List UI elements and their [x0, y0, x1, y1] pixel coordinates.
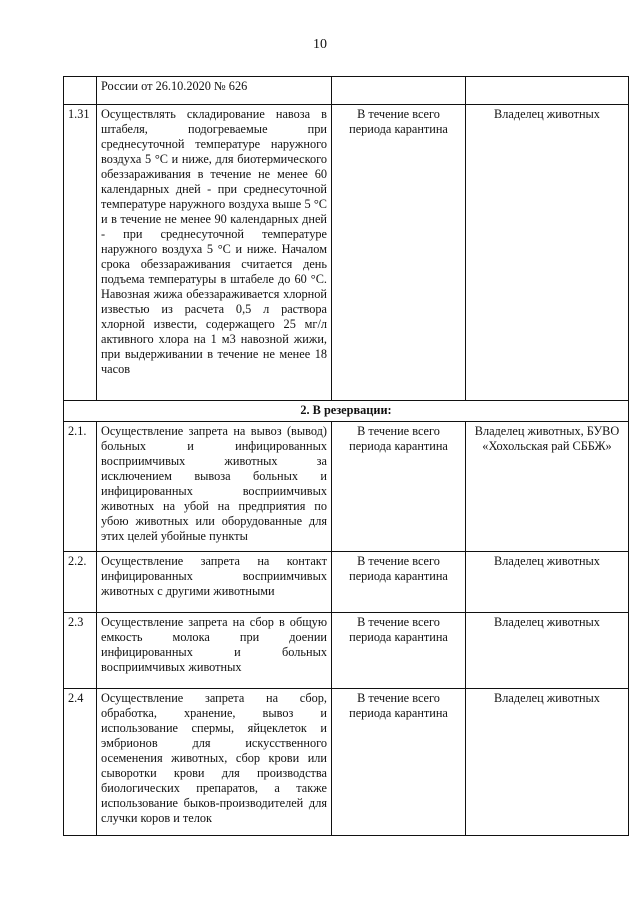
- row-number: 2.1.: [64, 422, 97, 552]
- table-row: [64, 105, 629, 401]
- table-row: [64, 689, 629, 836]
- row-term: В течение всего периода карантина: [332, 422, 466, 552]
- row-responsible: Владелец животных: [466, 105, 629, 401]
- row-responsible: [466, 77, 629, 105]
- row-action: Осуществление запрета на вывоз (вывод) больных и инфицированных восприимчивых животных за исключением вывоза больных и инфицированных восприимчивых животных на убой на предприятия по убою животных или оборудованные для этих целей убойные пункты: [97, 422, 332, 552]
- row-term: В течение всего периода карантина: [332, 105, 466, 401]
- section-title: 2. В резервации:: [64, 401, 629, 422]
- table-row: [64, 613, 629, 689]
- row-action: Осуществление запрета на сбор, обработка, хранение, вывоз и использование спермы, яйцеклеток и эмбрионов для искусственного осеменения животных, сбор крови или сыворотки крови для производства биологических препаратов, а также использование быков-производителей для случки коров и телок: [97, 689, 332, 836]
- row-number: 2.2.: [64, 552, 97, 613]
- row-number: 2.3: [64, 613, 97, 689]
- row-action: Осуществлять складирование навоза в штабеля, подогреваемые при среднесуточной температуре наружного воздуха 5 °С и ниже, для биотермического обеззараживания в течение не менее 60 календарных дней - при среднесуточной температуре наружного воздуха выше 5 °С и в течение не менее 90 календарных дней - при среднесуточной температуре наружного воздуха 5 °С и ниже. Началом срока обеззараживания считается день подъема температуры в штабеле до 60 °С. Навозная жижа обеззараживается хлорной известью из расчета 0,5 л раствора хлорной извести, содержащего 25 мг/л активного хлора на 1 м3 навозной жижи, при выдерживании в течение не менее 18 часов: [97, 105, 332, 401]
- row-term: В течение всего периода карантина: [332, 613, 466, 689]
- row-responsible: Владелец животных, БУВО «Хохольская рай СББЖ»: [466, 422, 629, 552]
- row-term: В течение всего периода карантина: [332, 689, 466, 836]
- section-header-row: [64, 401, 629, 422]
- measures-table: [63, 76, 629, 836]
- row-responsible: Владелец животных: [466, 613, 629, 689]
- row-number: 1.31: [64, 105, 97, 401]
- table-row: [64, 422, 629, 552]
- page-number: 10: [313, 37, 327, 52]
- row-number: 2.4: [64, 689, 97, 836]
- row-term: [332, 77, 466, 105]
- row-action: Осуществление запрета на сбор в общую емкость молока при доении инфицированных и больных восприимчивых животных: [97, 613, 332, 689]
- table-row: [64, 552, 629, 613]
- row-action: России от 26.10.2020 № 626: [97, 77, 332, 105]
- row-responsible: Владелец животных: [466, 552, 629, 613]
- row-responsible: Владелец животных: [466, 689, 629, 836]
- row-action: Осуществление запрета на контакт инфицированных восприимчивых животных с другими животными: [97, 552, 332, 613]
- row-term: В течение всего периода карантина: [332, 552, 466, 613]
- table-row-continuation: [64, 77, 629, 105]
- row-number: [64, 77, 97, 105]
